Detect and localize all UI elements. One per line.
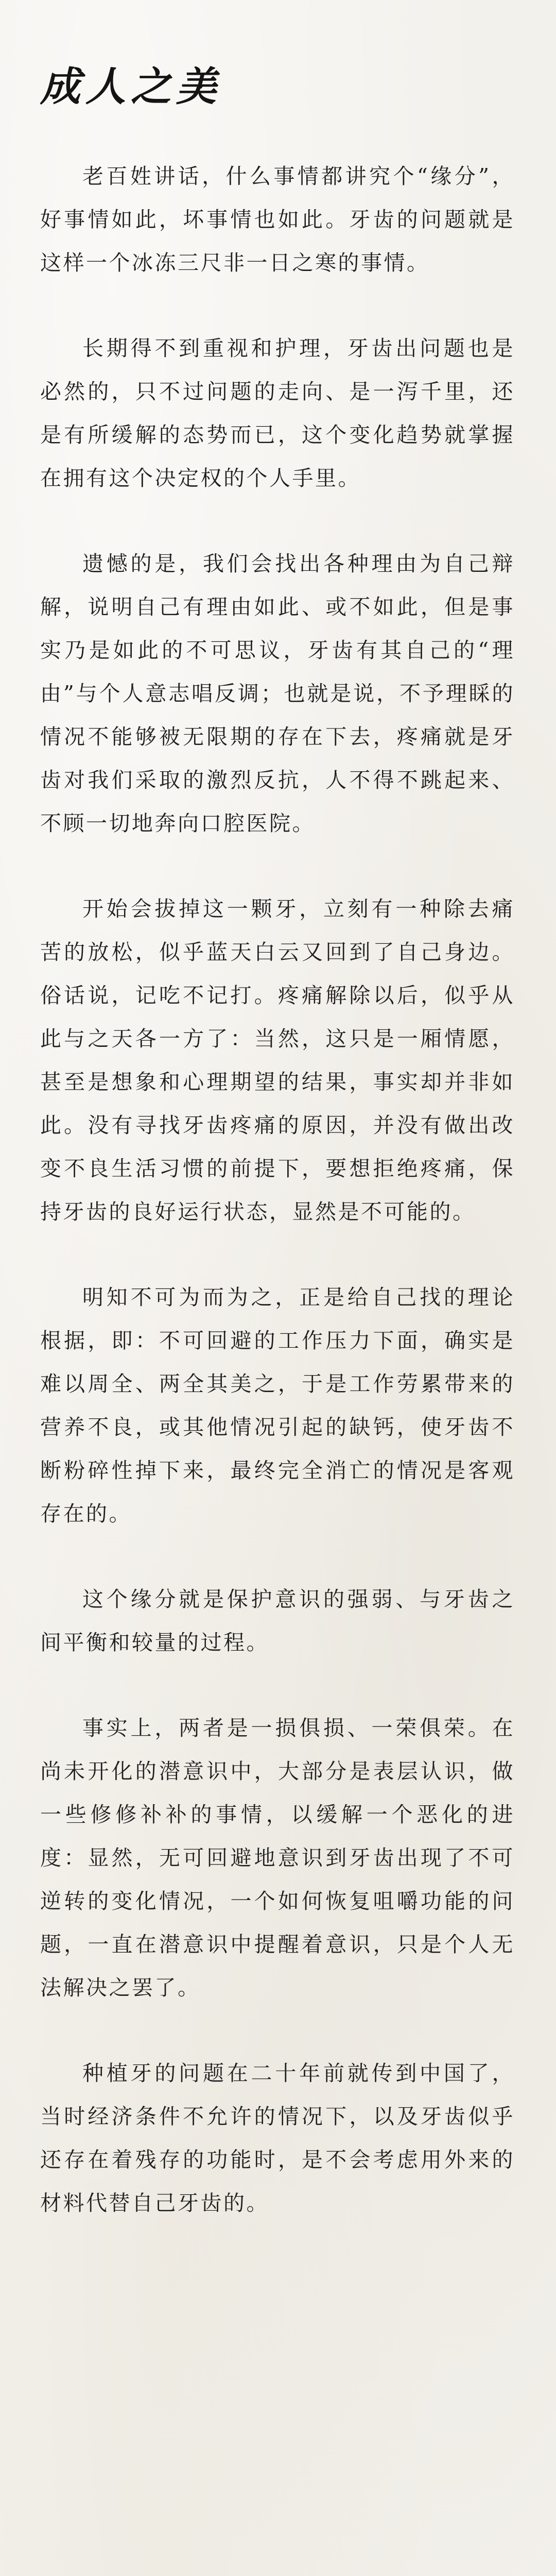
paragraph-6: 这个缘分就是保护意识的强弱、与牙齿之间平衡和较量的过程。 [40,1587,515,1655]
paragraph-8: 种植牙的问题在二十年前就传到中国了，当时经济条件不允许的情况下，以及牙齿似乎还存在着残存的功能时，是不会考虑用外来的材料代替自己牙齿的。 [40,2061,515,2215]
paragraph-2: 长期得不到重视和护理，牙齿出问题也是必然的，只不过问题的走向、是一泻千里，还是有所缓解的态势而已，这个变化趋势就掌握在拥有这个决定权的个人手里。 [40,336,515,490]
paragraph-1: 老百姓讲话，什么事情都讲究个“缘分”，好事情如此，坏事情也如此。牙齿的问题就是这样一个冰冻三尺非一日之寒的事情。 [40,164,515,275]
article-body [40,155,515,2267]
paragraph-7: 事实上，两者是一损俱损、一荣俱荣。在尚未开化的潜意识中，大部分是表层认识，做一些修修补补的事情，以缓解一个恶化的进度：显然，无可回避地意识到牙齿出现了不可逆转的变化情况，一个如何恢复咀嚼功能的问题，一直在潜意识中提醒着意识，只是个人无法解决之罢了。 [40,1716,515,2000]
paragraph-4: 开始会拔掉这一颗牙，立刻有一种除去痛苦的放松，似乎蓝天白云又回到了自己身边。俗话说，记吃不记打。疼痛解除以后，似乎从此与之天各一方了：当然，这只是一厢情愿，甚至是想象和心理期望的结果，事实却并非如此。没有寻找牙齿疼痛的原因，并没有做出改变不良生活习惯的前提下，要想拒绝疼痛，保持牙齿的良好运行状态，显然是不可能的。 [40,896,515,1224]
paragraph-5: 明知不可为而为之，正是给自己找的理论根据，即：不可回避的工作压力下面，确实是难以周全、两全其美之，于是工作劳累带来的营养不良，或其他情况引起的缺钙，使牙齿不断粉碎性掉下来，最终完全消亡的情况是客观存在的。 [40,1285,515,1526]
paragraph-3: 遗憾的是，我们会找出各种理由为自己辩解，说明自己有理由如此、或不如此，但是事实乃是如此的不可思议，牙齿有其自己的“理由”与个人意志唱反调；也就是说，不予理睬的情况不能够被无限期的存在下去，疼痛就是牙齿对我们采取的激烈反抗，人不得不跳起来、不顾一切地奔向口腔医院。 [40,551,515,836]
article-title: 成人之美 [40,63,222,110]
